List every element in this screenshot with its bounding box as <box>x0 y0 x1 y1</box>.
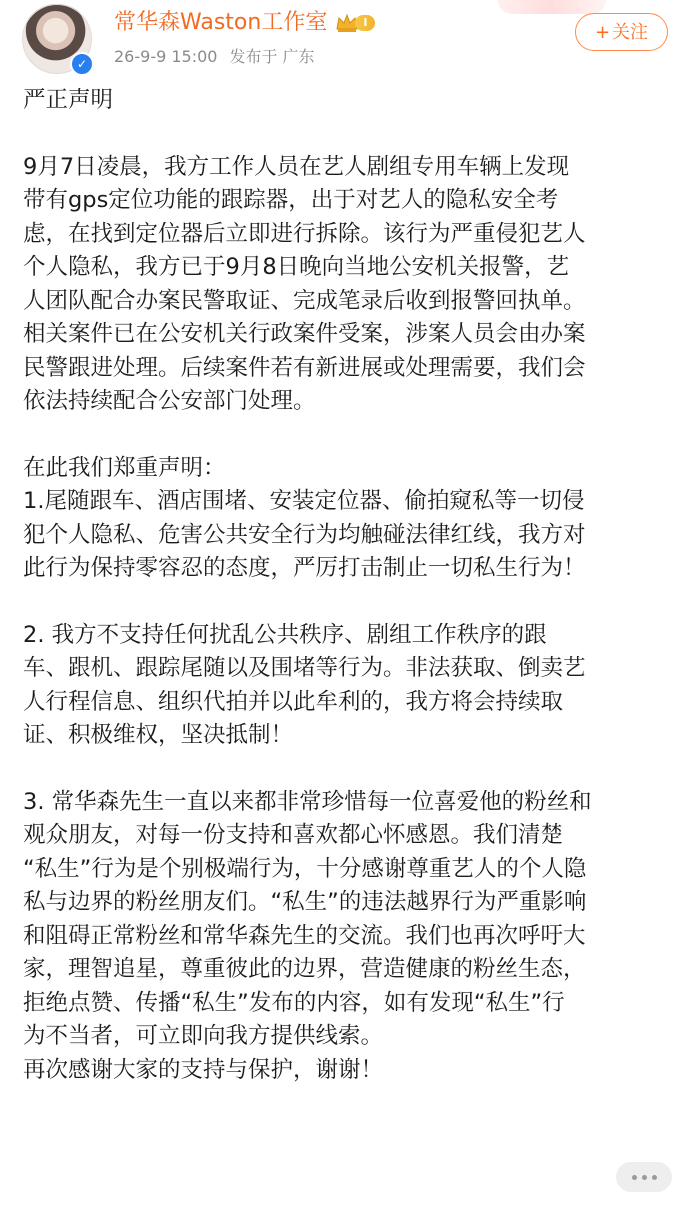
paragraph-1: 9月7日凌晨，我方工作人员在艺人剧组专用车辆上发现 带有gps定位功能的跟踪器，出于对艺人的隐私安全考 虑，在找到定位器后立即进行拆除。该行为严重侵犯艺人 个人隐私，我方已于9月8日晚向当地公安机关报警，艺 人团队配合办案民警取证、完成笔录后收到报警回执单。 相关案件已在公安机关行政案件受案，涉案人员会由办案 民警跟进处理。后续案件若有新进展或处理需要，我们会 依法持续配合公安部门处理。 <box>23 153 586 414</box>
follow-button[interactable] <box>575 13 668 51</box>
level-pill: I <box>355 15 375 31</box>
dot <box>652 1175 657 1180</box>
plus-icon: + <box>594 22 611 43</box>
user-name-row <box>114 9 375 37</box>
dot <box>632 1175 637 1180</box>
location: 发布于 广东 <box>229 47 315 66</box>
post-title: 严正声明 <box>23 87 114 113</box>
paragraph-4: 3. 常华森先生一直以来都非常珍惜每一位喜爱他的粉丝和 观众朋友，对每一份支持和喜欢都心怀感恩。我们清楚 “私生”行为是个别极端行为，十分感谢尊重艺人的个人隐 私与边界的粉丝朋友们。“私生”的违法越界行为严重影响 和阻碍正常粉丝和常华森先生的交流。我们也再次呼吁大 家，理智追星，尊重彼此的边界，营造健康的粉丝生态， 拒绝点赞、传播“私生”发布的内容，如有发现“私生”行 为不当者，可立即向我方提供线索。 再次感谢大家的支持与保护，谢谢！ <box>23 788 592 1083</box>
dot <box>642 1175 647 1180</box>
post-header <box>0 0 690 82</box>
post-content <box>23 84 677 1087</box>
more-icon[interactable] <box>616 1162 672 1192</box>
follow-label: 关注 <box>612 22 649 43</box>
header-decoration <box>498 0 606 14</box>
paragraph-2: 在此我们郑重声明： 1.尾随跟车、酒店围堵、安装定位器、偷拍窥私等一切侵 犯个人隐私、危害公共安全行为均触碰法律红线，我方对 此行为保持零容忍的态度，严厉打击制止一切私生行为！ <box>23 454 586 581</box>
post-meta <box>114 46 315 68</box>
verified-icon: ✓ <box>70 52 94 76</box>
paragraph-3: 2. 我方不支持任何扰乱公共秩序、剧组工作秩序的跟 车、跟机、跟踪尾随以及围堵等行为。非法获取、倒卖艺 人行程信息、组织代拍并以此牟利的，我方将会持续取 证、积极维权，坚决抵制！ <box>23 621 586 748</box>
level-badge[interactable] <box>335 11 375 35</box>
timestamp: 26-9-9 15:00 <box>114 47 218 66</box>
user-name[interactable]: 常华森Waston工作室 <box>114 10 328 35</box>
